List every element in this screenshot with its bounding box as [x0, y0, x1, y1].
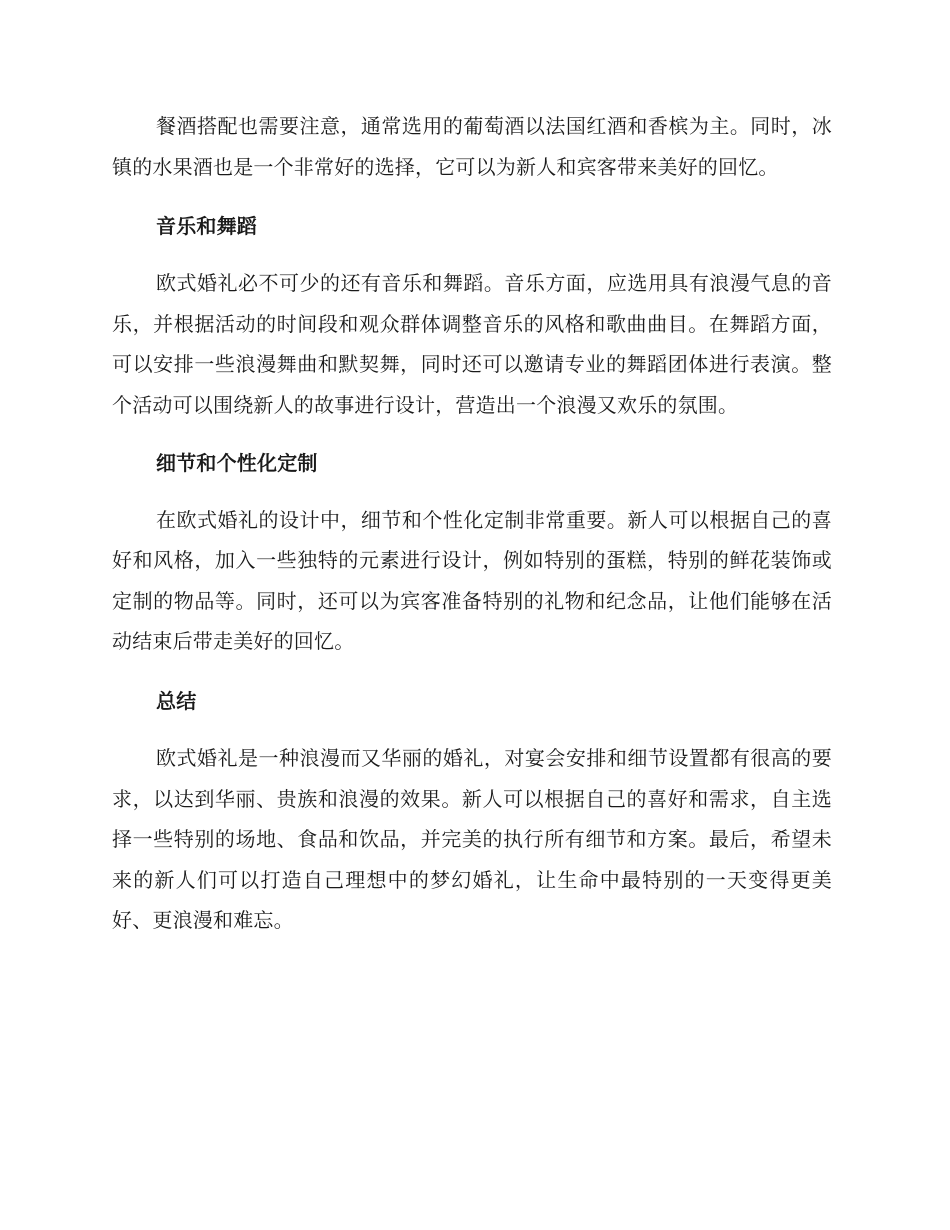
paragraph-details-customization: 在欧式婚礼的设计中，细节和个性化定制非常重要。新人可以根据自己的喜好和风格，加入一些独特的元素进行设计，例如特别的蛋糕，特别的鲜花装饰或定制的物品等。同时，还可以为宾客准备特别的礼物和纪念品，让他们能够在活动结束后带走美好的回忆。: [112, 507, 832, 654]
paragraph-summary: 欧式婚礼是一种浪漫而又华丽的婚礼，对宴会安排和细节设置都有很高的要求，以达到华丽、贵族和浪漫的效果。新人可以根据自己的喜好和需求，自主选择一些特别的场地、食品和饮品，并完美的执行所有细节和方案。最后，希望未来的新人们可以打造自己理想中的梦幻婚礼，让生命中最特别的一天变得更美好、更浪漫和难忘。: [112, 745, 832, 933]
paragraph-wine-pairing: 餐酒搭配也需要注意，通常选用的葡萄酒以法国红酒和香槟为主。同时，冰镇的水果酒也是一个非常好的选择，它可以为新人和宾客带来美好的回忆。: [112, 114, 832, 179]
paragraph-music-dance: 欧式婚礼必不可少的还有音乐和舞蹈。音乐方面，应选用具有浪漫气息的音乐，并根据活动的时间段和观众群体调整音乐的风格和歌曲曲目。在舞蹈方面，可以安排一些浪漫舞曲和默契舞，同时还可以邀请专业的舞蹈团体进行表演。整个活动可以围绕新人的故事进行设计，营造出一个浪漫又欢乐的氛围。: [112, 271, 832, 417]
heading-summary: 总结: [156, 688, 197, 713]
document-page: [112, 106, 832, 941]
heading-details-customization: 细节和个性化定制: [156, 450, 318, 475]
heading-music-dance: 音乐和舞蹈: [156, 214, 257, 239]
